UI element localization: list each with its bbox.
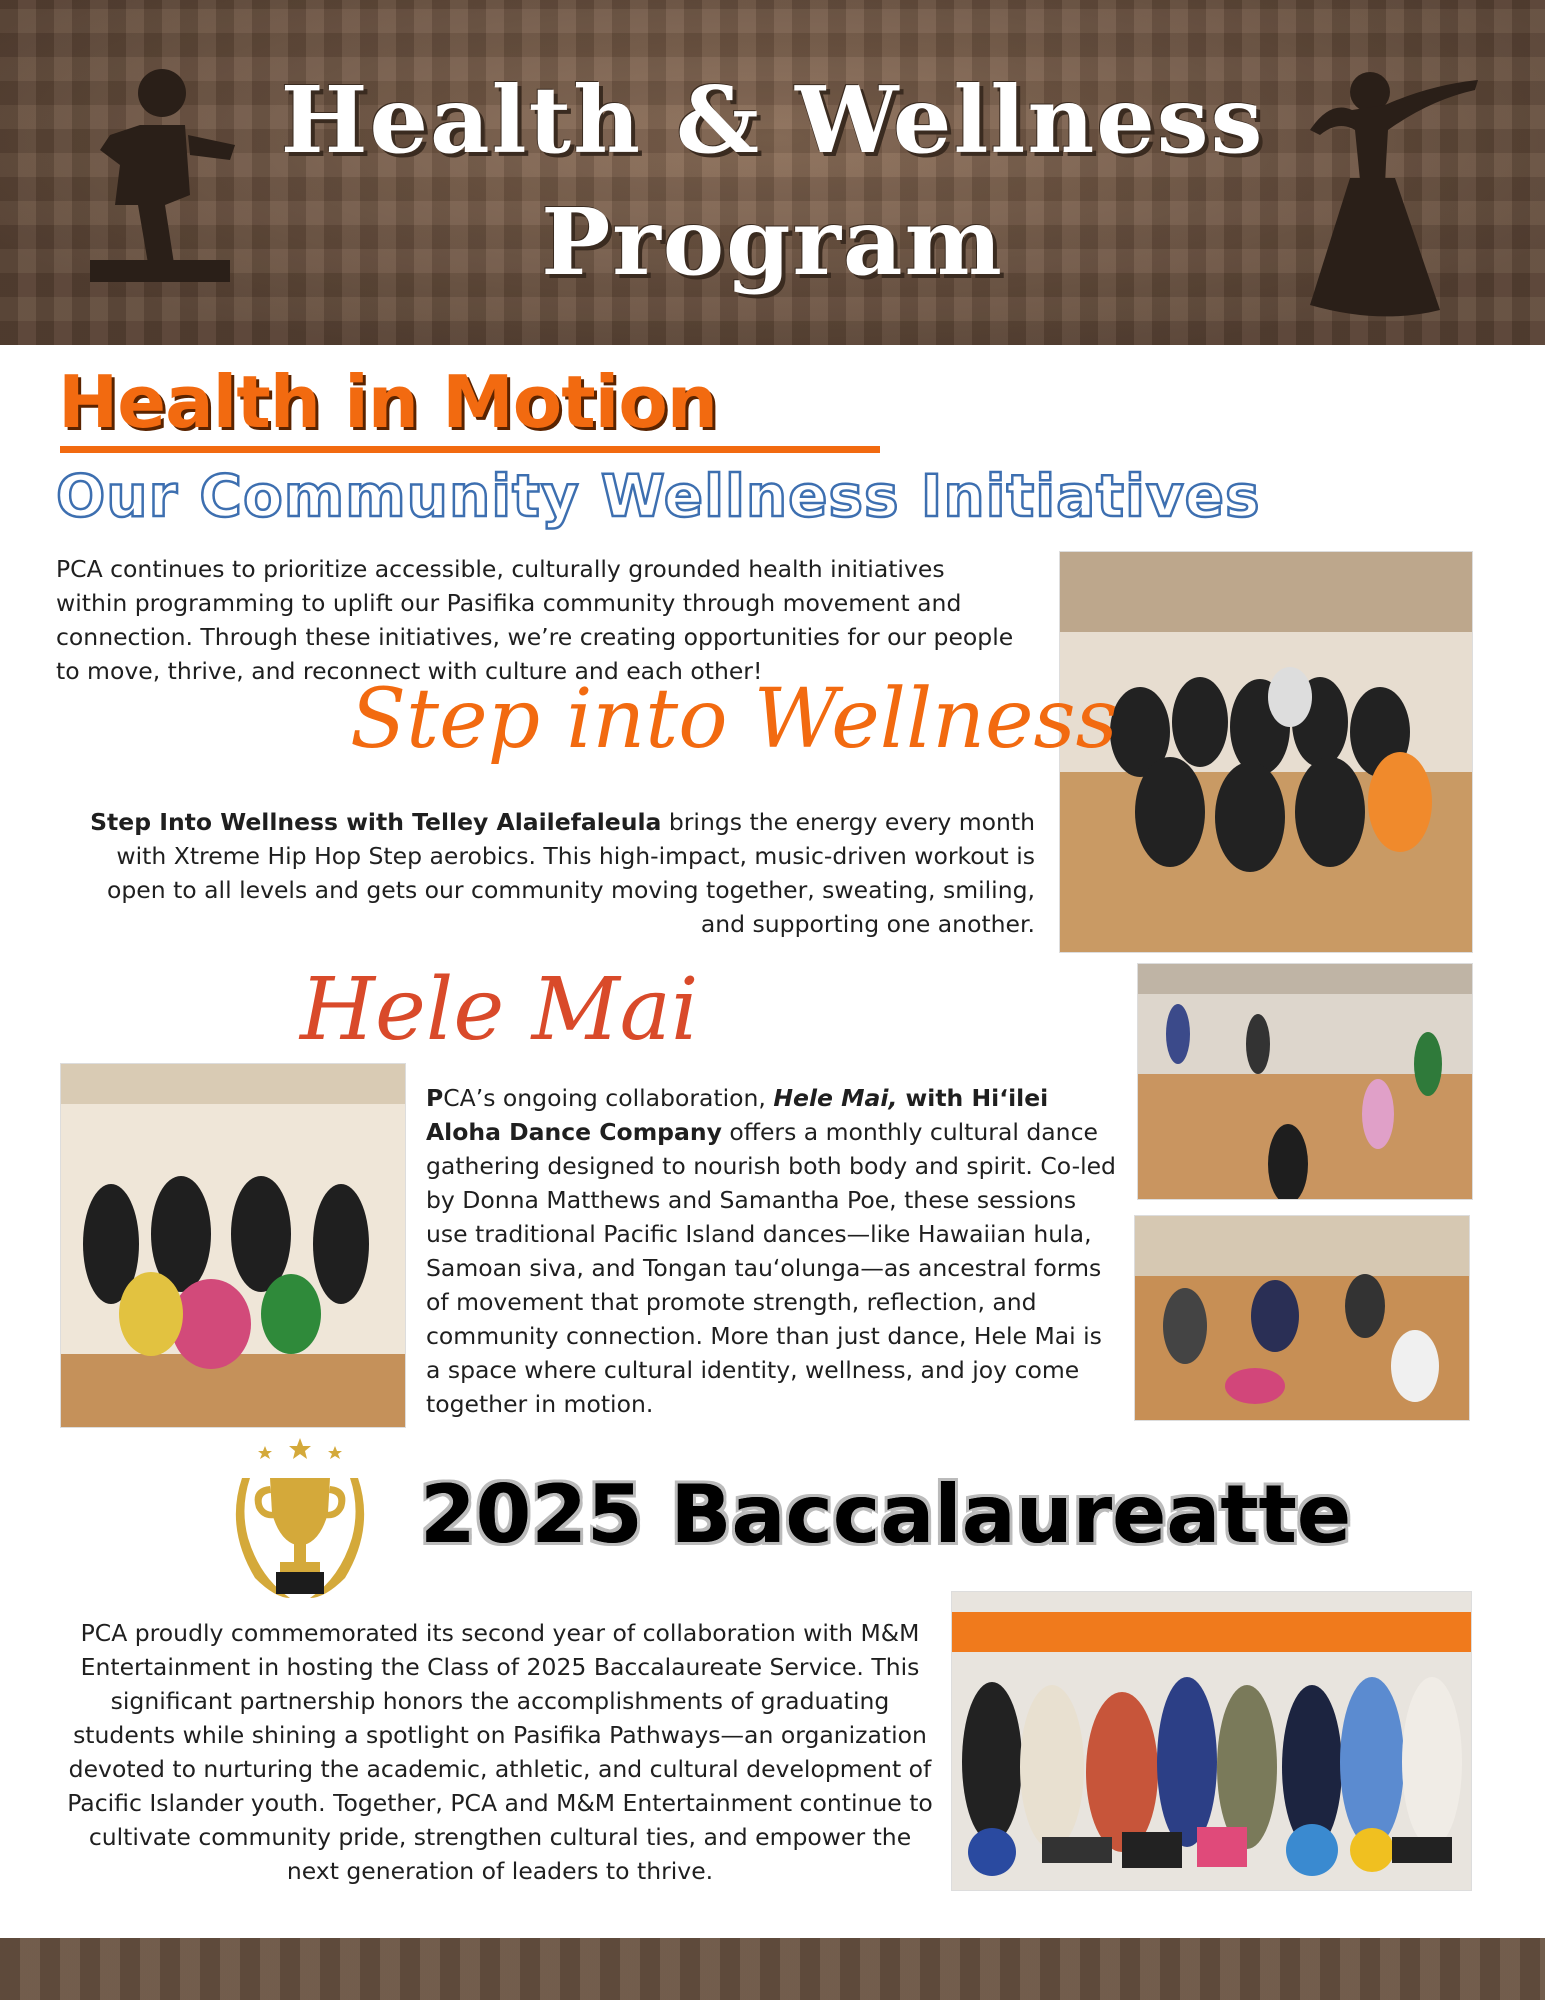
- hele-initial: P: [426, 1084, 444, 1112]
- header-banner: [0, 0, 1545, 345]
- section-title-underline: [60, 446, 880, 453]
- hele-mai-dance-photo-2: [1134, 1215, 1470, 1421]
- section-title: Health in Motion: [58, 360, 718, 444]
- header-title-line1: Health & Wellness: [280, 66, 1265, 174]
- hele-mai-group-photo: [60, 1063, 406, 1428]
- hele-mai-paragraph: [426, 1081, 1116, 1421]
- hele-bold: with Hiʻilei Aloha Dance Company: [426, 1084, 1049, 1146]
- hele-mai-heading: Hele Mai: [300, 960, 699, 1060]
- step-into-wellness-heading: Step into Wellness: [350, 672, 1118, 767]
- baccalaureate-paragraph: PCA proudly commemorated its second year of collaboration with M&M Entertainment in hosting the Class of 2025 Baccalaureate Service. This significant partnership honors the accomplishments of graduating students while shining a spotlight on Pasifika Pathways—an organization devoted to nurturing the academic, athletic, and cultural development of Pacific Islander youth. Together, PCA and M&M Entertainment continue to cultivate community pride, strengthen cultural ties, and empower the next generation of leaders to thrive.: [67, 1619, 933, 1885]
- baccalaureate-heading: 2025 Baccalaureatte: [420, 1468, 1352, 1561]
- step-group-photo: [1059, 551, 1473, 953]
- hele-text1: CA’s ongoing collaboration,: [443, 1084, 774, 1112]
- step-body: brings the energy every month with Xtreme Hip Hop Step aerobics. This high-impact, music-driven workout is open to all levels and gets our community moving together, sweating, smiling, and supporting one another.: [106, 808, 1035, 938]
- baccalaureate-group-photo: [951, 1591, 1472, 1891]
- step-paragraph: [60, 805, 1035, 941]
- hele-italic: Hele Mai,: [773, 1084, 898, 1112]
- hele-mai-dance-photo-1: [1137, 963, 1473, 1200]
- trophy-laurel-icon: [220, 1438, 380, 1608]
- footer-banner: [0, 1938, 1545, 2000]
- section-subtitle: Our Community Wellness Initiatives: [56, 462, 1261, 530]
- hele-text2: offers a monthly cultural dance gathering designed to nourish both body and spirit. Co-led by Donna Matthews and Samantha Poe, these sessions use traditional Pacific Island dances—like Hawaiian hula, Samoan siva, and Tongan tauʻolunga—as ancestral forms of movement that promote strength, reflection, and community connection. More than just dance, Hele Mai is a space where cultural identity, wellness, and joy come together in motion.: [426, 1118, 1116, 1418]
- header-title-line2: Program: [541, 188, 1004, 296]
- intro-paragraph: PCA continues to prioritize accessible, culturally grounded health initiatives within programming to uplift our Pasifika community through movement and connection. Through these initiatives, we’re creating opportunities for our people to move, thrive, and reconnect with culture and each other!: [56, 555, 1014, 685]
- step-lead: Step Into Wellness with Telley Alailefaleula: [90, 808, 662, 836]
